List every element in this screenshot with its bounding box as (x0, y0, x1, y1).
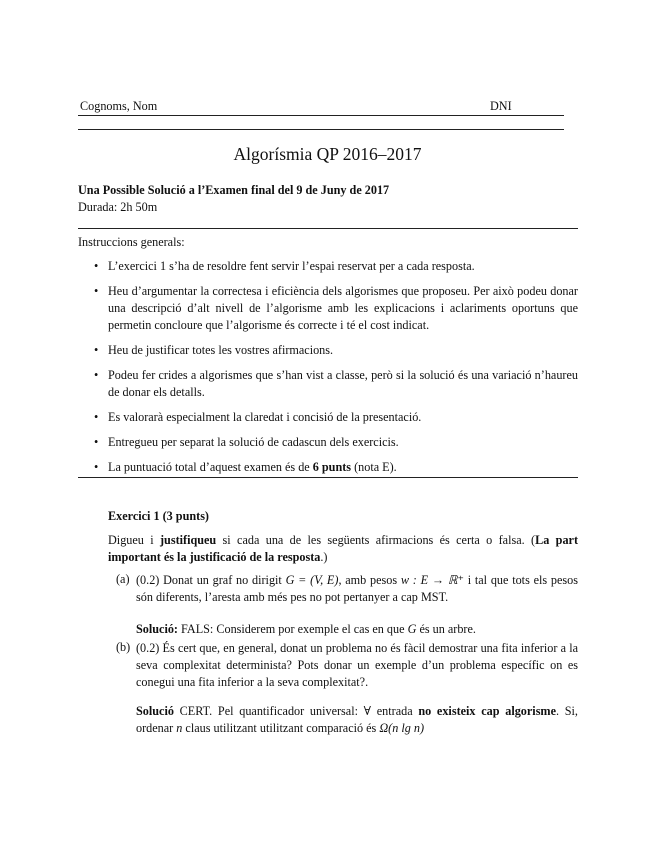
instructions-heading: Instruccions generals: (78, 235, 185, 249)
list-item: • Es valorarà especialment la claredat i concisió de la presentació. (94, 410, 422, 424)
item-a-label: (a) (116, 572, 130, 586)
list-item: • La puntuació total d’aquest examen és de 6 punts (nota E). (94, 460, 397, 474)
list-item: • Heu de justificar totes les vostres afirmacions. (94, 343, 334, 357)
item-b-statement: (0.2) És cert que, en general, donat un problema no és fàcil demostrar una fita inferior a la seva complexitat determinista? Pots donar un exemple d’un problema específic on es conegui una fita inferior a la seva complexitat?. (136, 641, 578, 689)
exam-duration: Durada: 2h 50m (78, 200, 158, 214)
exercise-1-intro: Digueu i justifiqueu si cada una de les següents afirmacions és certa o falsa. (La part important és la justificació de la resposta.) (108, 533, 579, 564)
bullet-icon: • (94, 368, 99, 382)
list-item: • Podeu fer crides a algorismes que s’han vist a classe, però si la solució és una variació n’haureu de donar els detalls. (94, 368, 578, 399)
bullet-icon: • (94, 284, 99, 298)
list-item: • Entregueu per separat la solució de cadascun dels exercicis. (94, 435, 399, 449)
id-field-label: DNI (490, 99, 512, 113)
bullet-icon: • (94, 460, 99, 474)
exam-subtitle: Una Possible Solució a l’Examen final del 9 de Juny de 2017 (78, 183, 390, 197)
item-a-statement: (0.2) Donat un graf no dirigit G = (V, E), amb pesos w : E → ℝ⁺ i tal que tots els pesos són diferents, l’aresta amb més pes no pot pertanyer a cap MST. (136, 573, 578, 604)
instructions-bottom-rule (78, 477, 578, 478)
item-b-label: (b) (116, 640, 131, 654)
bullet-icon: • (94, 343, 99, 357)
bullet-icon: • (94, 435, 99, 449)
item-a-solution: Solució: FALS: Considerem por exemple el cas en que G és un arbre. (136, 622, 476, 636)
bullet-icon: • (94, 410, 99, 424)
name-underline (78, 115, 564, 116)
instructions-top-rule (78, 228, 578, 229)
name-field-label: Cognoms, Nom (80, 99, 158, 113)
item-b-solution: Solució CERT. Pel quantificador universal: ∀ entrada no existeix cap algorisme. Si, ordenar n claus utilitzant utilitzant comparació és Ω(n lg n) (136, 704, 578, 735)
list-item: • L’exercici 1 s’ha de resoldre fent servir l’espai reservat per a cada resposta. (94, 259, 475, 273)
page-title: Algorísmia QP 2016–2017 (233, 144, 422, 164)
header-divider (78, 129, 564, 130)
instructions-list (94, 258, 578, 484)
exercise-1-title: Exercici 1 (3 punts) (108, 509, 209, 523)
bullet-icon: • (94, 259, 99, 273)
list-item: • Heu d’argumentar la correctesa i eficiència dels algorismes que proposeu. Per això podeu donar una descripció d’alt nivell de l’algorisme amb les explicacions i aclariments oportuns que permetin concloure que l’algorisme és correcte i té el cost indicat. (94, 284, 578, 332)
